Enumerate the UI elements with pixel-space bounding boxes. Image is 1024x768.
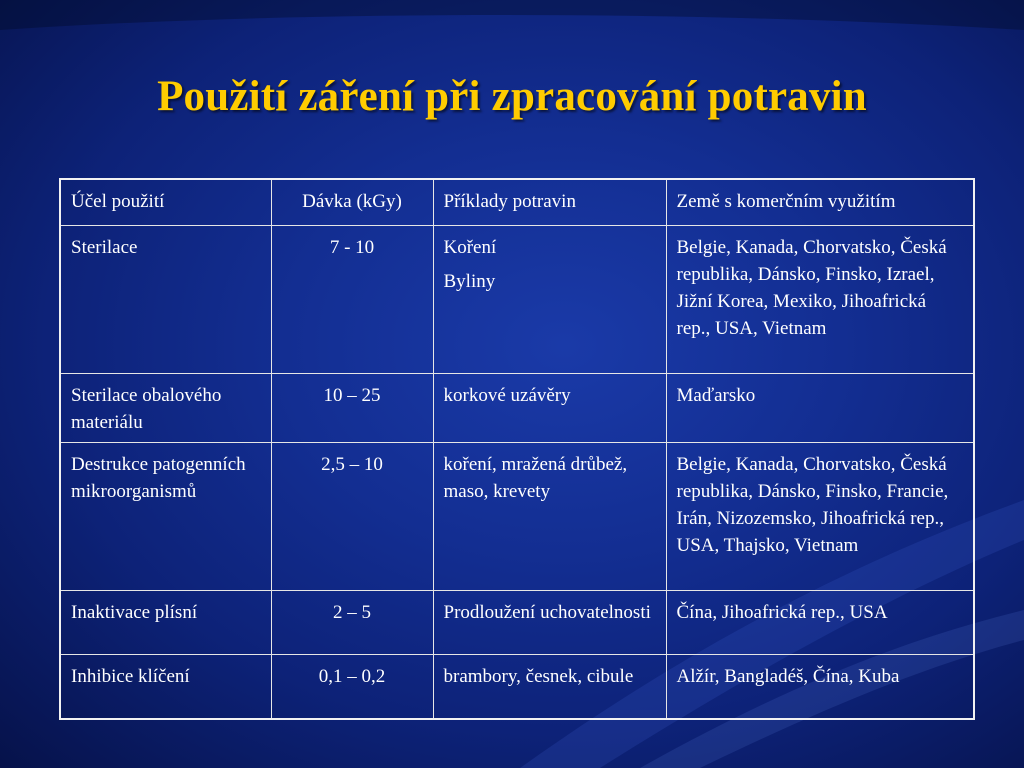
- example-item: Koření: [443, 237, 497, 258]
- table-row: [60, 226, 974, 374]
- header-examples: Příklady potravin: [433, 179, 666, 226]
- cell-countries: Maďarsko: [666, 374, 974, 443]
- table-row: [60, 443, 974, 591]
- table-row: [60, 655, 974, 719]
- irradiation-table: [59, 178, 975, 720]
- cell-purpose: Sterilace obalového materiálu: [60, 374, 271, 443]
- cell-purpose: Inaktivace plísní: [60, 591, 271, 655]
- cell-dose: 2,5 – 10: [271, 443, 433, 591]
- slide-title: Použití záření při zpracování potravin: [157, 73, 867, 120]
- cell-dose: 7 - 10: [271, 226, 433, 374]
- cell-examples: koření, mražená drůbež, maso, krevety: [433, 443, 666, 591]
- header-purpose: Účel použití: [60, 179, 271, 226]
- cell-examples: [433, 226, 666, 374]
- cell-purpose: Inhibice klíčení: [60, 655, 271, 719]
- cell-purpose: Sterilace: [60, 226, 271, 374]
- cell-examples: brambory, česnek, cibule: [433, 655, 666, 719]
- cell-countries: Belgie, Kanada, Chorvatsko, Česká republika, Dánsko, Finsko, Francie, Irán, Nizozemsko, Jihoafrická rep., USA, Thajsko, Vietnam: [666, 443, 974, 591]
- cell-dose: 0,1 – 0,2: [271, 655, 433, 719]
- header-dose: Dávka (kGy): [271, 179, 433, 226]
- cell-countries: Alžír, Bangladéš, Čína, Kuba: [666, 655, 974, 719]
- cell-examples: Prodloužení uchovatelnosti: [433, 591, 666, 655]
- cell-examples: korkové uzávěry: [433, 374, 666, 443]
- header-countries: Země s komerčním využitím: [666, 179, 974, 226]
- cell-purpose: Destrukce patogenních mikroorganismů: [60, 443, 271, 591]
- table-row: [60, 591, 974, 655]
- table-header-row: [60, 179, 974, 226]
- cell-countries: Belgie, Kanada, Chorvatsko, Česká republika, Dánsko, Finsko, Izrael, Jižní Korea, Mexiko, Jihoafrická rep., USA, Vietnam: [666, 226, 974, 374]
- cell-dose: 10 – 25: [271, 374, 433, 443]
- example-item: Byliny: [443, 271, 496, 292]
- cell-countries: Čína, Jihoafrická rep., USA: [666, 591, 974, 655]
- cell-dose: 2 – 5: [271, 591, 433, 655]
- table-row: [60, 374, 974, 443]
